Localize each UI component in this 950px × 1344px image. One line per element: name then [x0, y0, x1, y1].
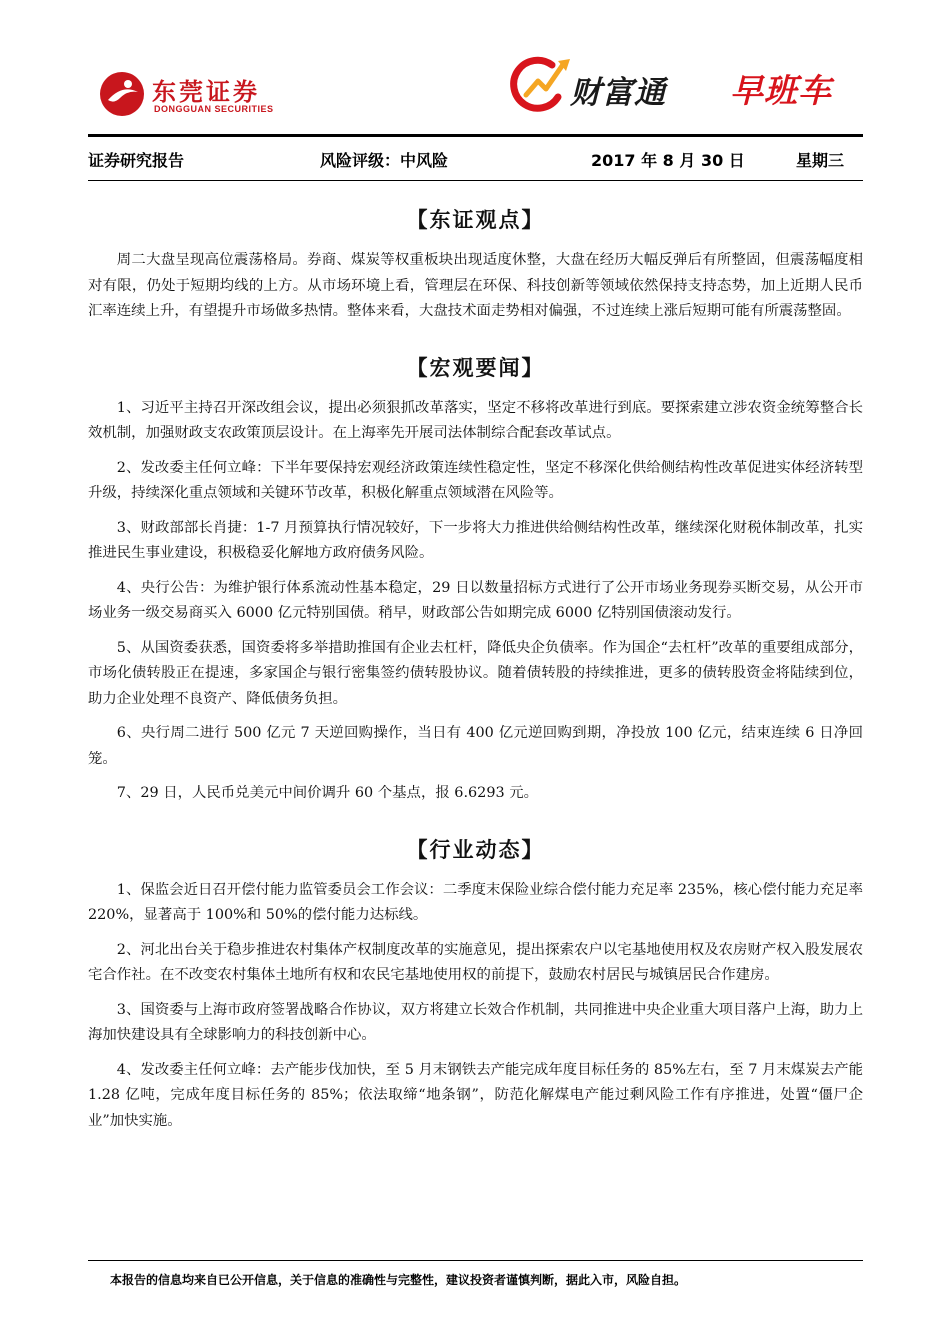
dongguan-logo-english: DONGGUAN SECURITIES: [154, 104, 274, 114]
caifutong-logo: [508, 55, 858, 115]
macro-item-3: 3、财政部部长肖捷：1-7 月预算执行情况较好，下一步将大力推进供给侧结构性改革，继续深化财税体制改革，扎实推进民生事业建设，积极稳妥化解地方政府债务风险。: [88, 519, 863, 561]
section-title-view: 【东证观点】: [406, 208, 545, 232]
morning-express-title: 早班车: [730, 71, 832, 110]
footer-disclaimer: 本报告的信息均来自已公开信息，关于信息的准确性与完整性，建议投资者谨慎判断，据此入市，风险自担。: [110, 1273, 687, 1287]
dongguan-logo-icon: [98, 70, 146, 118]
dongguan-securities-logo: [98, 70, 288, 118]
macro-item-5: 5、从国资委获悉，国资委将多举措助推国有企业去杠杆，降低央企负债率。作为国企“去杠杆”改革的重要组成部分，市场化债转股正在提速，多家国企与银行密集签约债转股协议。随着债转股的持续推进，更多的债转股资金将陆续到位，助力企业处理不良资产、降低债务负担。: [88, 639, 863, 707]
risk-rating: 风险评级：中风险: [320, 151, 449, 170]
macro-item-7: 7、29 日，人民币兑美元中间价调升 60 个基点，报 6.6293 元。: [116, 785, 539, 801]
page-header: [0, 0, 950, 170]
macro-item-1: 1、习近平主持召开深改组会议，提出必须狠抓改革落实，坚定不移将改革进行到底。要探索建立涉农资金统筹整合长效机制，加强财政支农政策顶层设计。在上海率先开展司法体制综合配套改革试点。: [88, 399, 863, 441]
report-date: 2017 年 8 月 30 日: [591, 151, 745, 170]
header-divider: [88, 134, 863, 137]
caifutong-brand-text: 财富通: [570, 75, 666, 111]
report-type: 证券研究报告: [88, 151, 185, 170]
industry-item-4: 4、发改委主任何立峰：去产能步伐加快，至 5 月末钢铁去产能完成年度目标任务的 85%左右，至 7 月末煤炭去产能 1.28 亿吨，完成年度目标任务的 85%；依法取缔“地条钢”，防范化解煤电产能过剩风险工作有序推进，处置“僵尸企业”加快实施。: [88, 1061, 863, 1129]
industry-item-3: 3、国资委与上海市政府签署战略合作协议，双方将建立长效合作机制，共同推进中央企业重大项目落户上海，助力上海加快建设具有全球影响力的科技创新中心。: [88, 1001, 863, 1043]
report-body: [88, 200, 863, 1143]
report-info-bar: [88, 148, 863, 172]
view-paragraph: 周二大盘呈现高位震荡格局。券商、煤炭等权重板块出现适度休整，大盘在经历大幅反弹后有所整固，但震荡幅度相对有限，仍处于短期均线的上方。从市场环境上看，管理层在环保、科技创新等领域依然保持支持态势，加上近期人民币汇率连续上升，有望提升市场做多热情。整体来看，大盘技术面走势相对偏强，不过连续上涨后短期可能有所震荡整固。: [88, 252, 863, 319]
report-weekday: 星期三: [796, 151, 845, 170]
macro-item-4: 4、央行公告：为维护银行体系流动性基本稳定，29 日以数量招标方式进行了公开市场业务现券买断交易，从公开市场业务一级交易商买入 6000 亿元特别国债。稍早，财政部公告如期完成 6000 亿特别国债滚动发行。: [88, 579, 863, 621]
footer-divider: [88, 1260, 863, 1261]
macro-item-2: 2、发改委主任何立峰：下半年要保持宏观经济政策连续性稳定性，坚定不移深化供给侧结构性改革促进实体经济转型升级，持续深化重点领域和关键环节改革，积极化解重点领域潜在风险等。: [88, 459, 863, 501]
info-divider: [88, 180, 863, 181]
caifutong-logo-icon: [508, 55, 578, 115]
section-title-industry: 【行业动态】: [406, 837, 545, 862]
industry-item-1: 1、保监会近日召开偿付能力监管委员会工作会议：二季度末保险业综合偿付能力充足率 235%，核心偿付能力充足率 220%，显著高于 100%和 50%的偿付能力达标线。: [88, 881, 863, 923]
macro-item-6: 6、央行周二进行 500 亿元 7 天逆回购操作，当日有 400 亿元逆回购到期，净投放 100 亿元，结束连续 6 日净回笼。: [88, 725, 863, 767]
dongguan-logo-text: 东莞证券: [152, 78, 260, 106]
industry-item-2: 2、河北出台关于稳步推进农村集体产权制度改革的实施意见，提出探索农户以宅基地使用权及农房财产权入股发展农宅合作社。在不改变农村集体土地所有权和农民宅基地使用权的前提下，鼓励农村居民与城镇居民合作建房。: [88, 941, 863, 983]
section-title-macro: 【宏观要闻】: [406, 355, 545, 380]
